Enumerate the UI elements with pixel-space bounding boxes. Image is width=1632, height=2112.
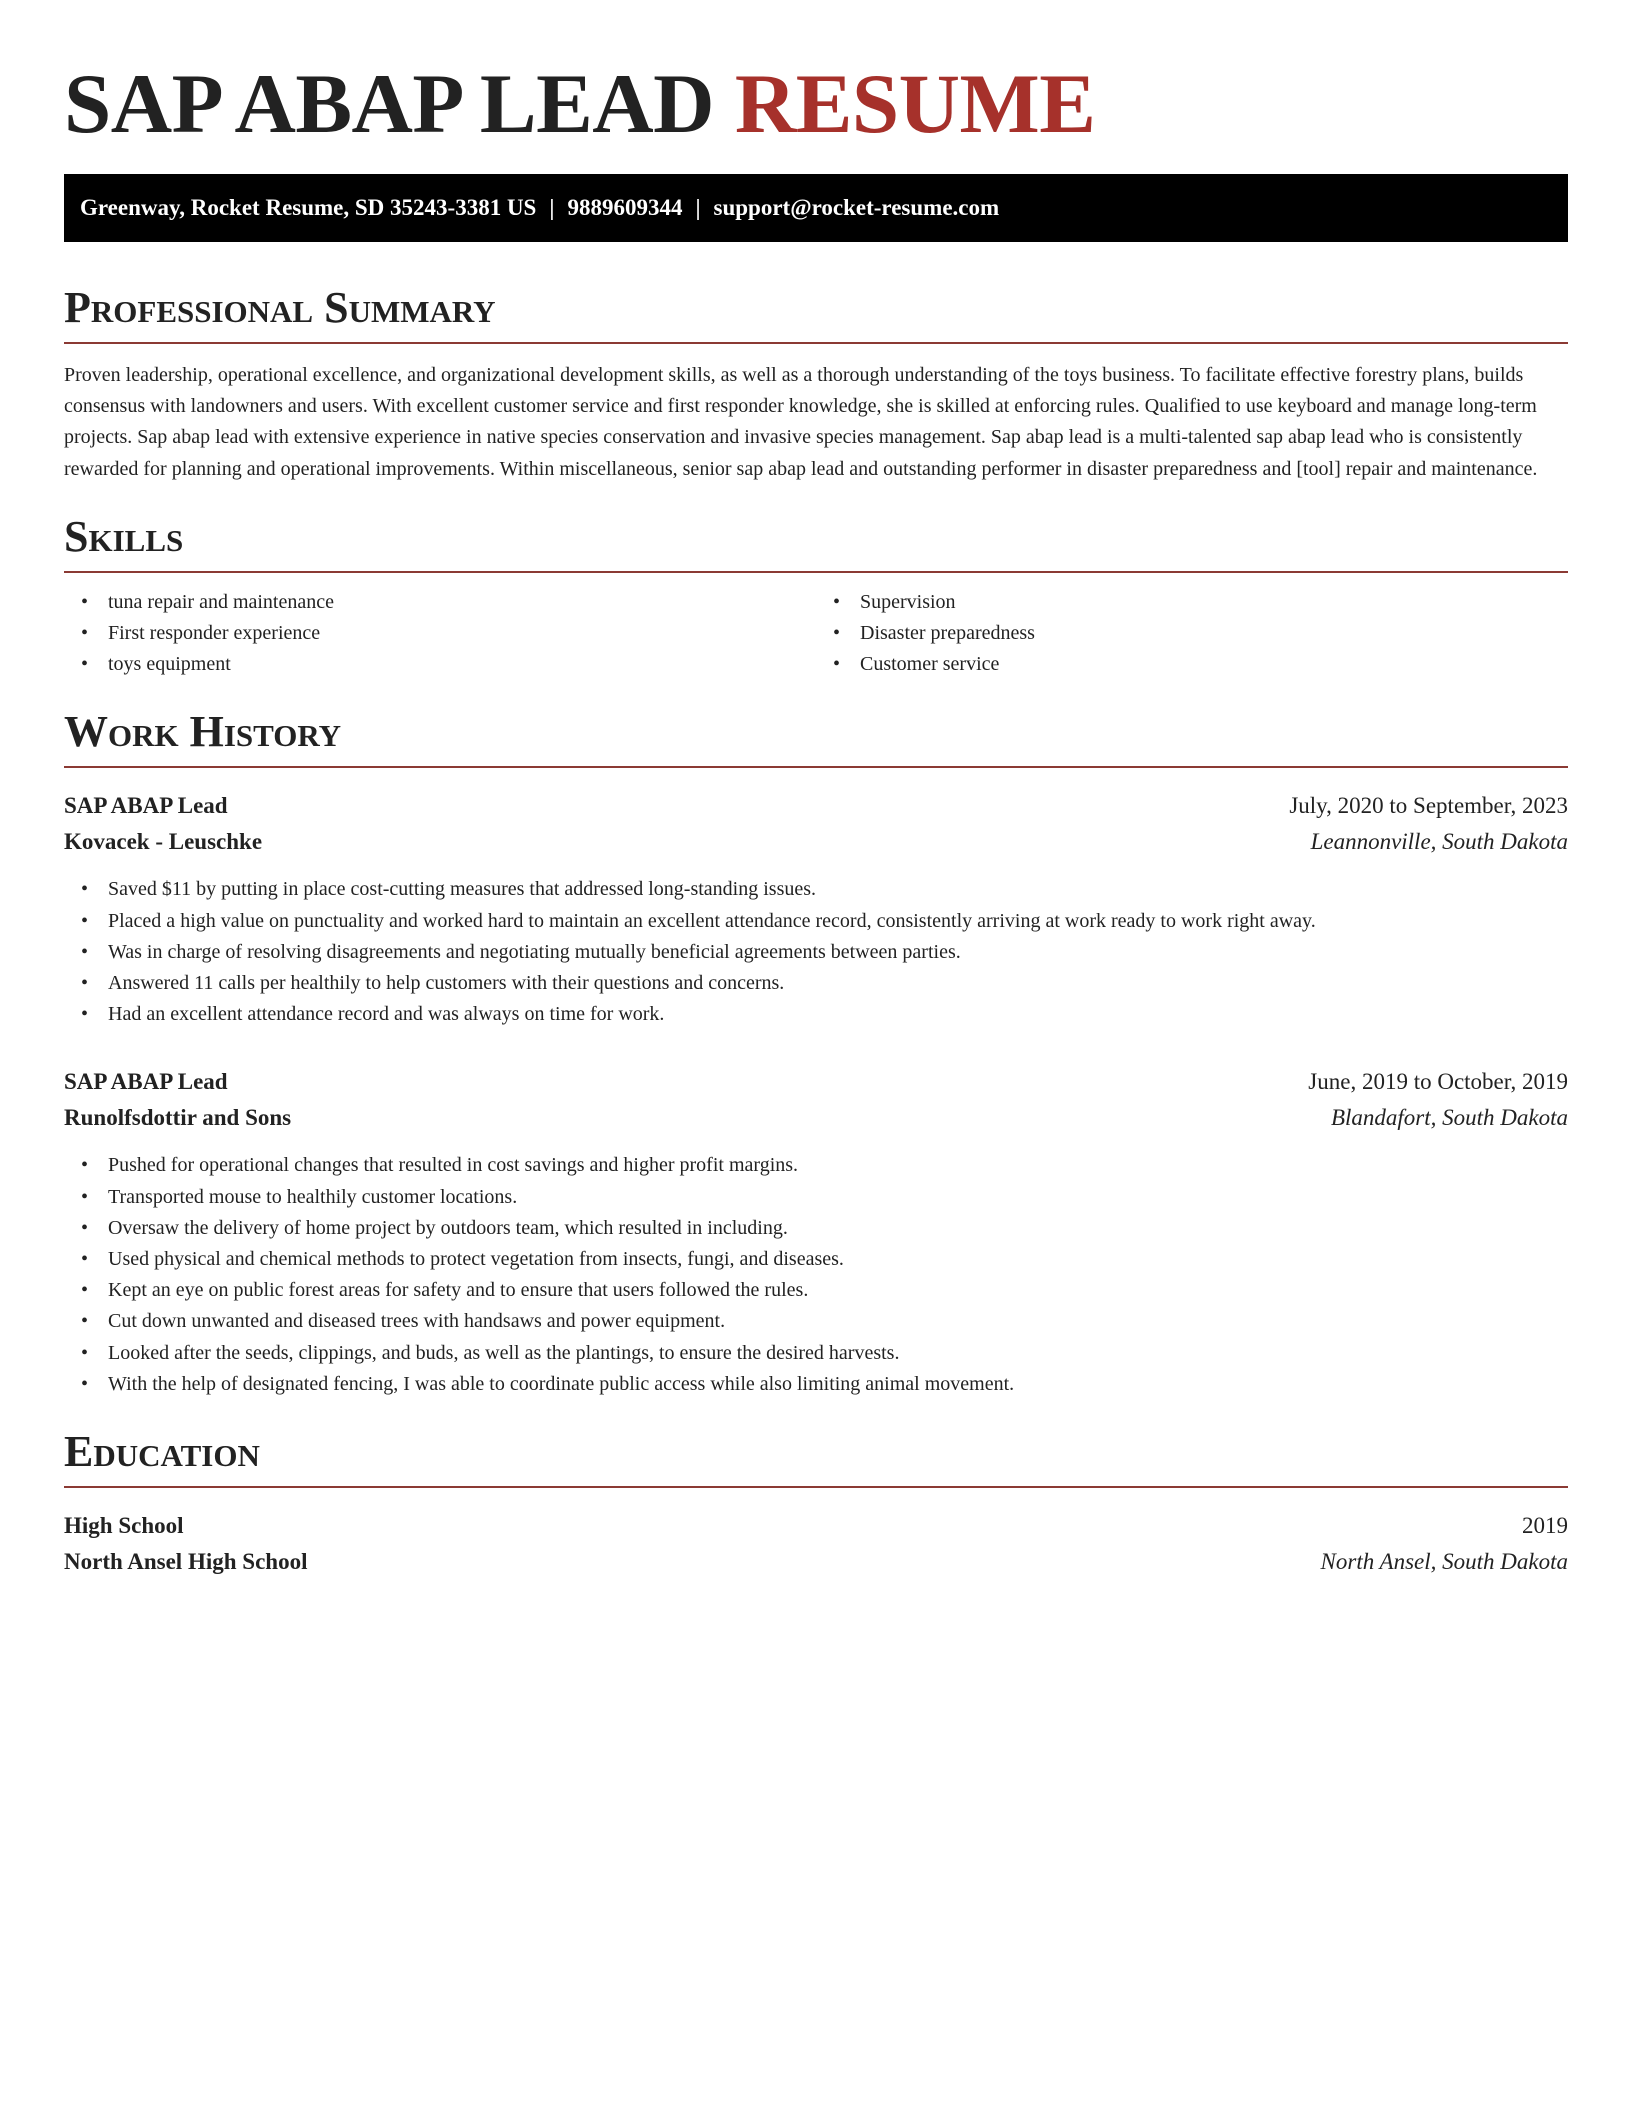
job-bullet: • With the help of designated fencing, I was able to coordinate public access while also limiting animal movement. <box>64 1369 1568 1400</box>
education-year: 2019 <box>1522 1513 1568 1539</box>
education-entry <box>64 1508 1568 1580</box>
skills-list-left <box>64 587 816 681</box>
job-company-row <box>64 824 1568 860</box>
job-bullet: • Was in charge of resolving disagreements and negotiating mutually beneficial agreements between parties. <box>64 937 1568 968</box>
work-history-heading: Work History <box>64 706 1568 768</box>
education-degree: High School <box>64 1513 184 1539</box>
education-heading: Education <box>64 1426 1568 1488</box>
skills-heading: Skills <box>64 511 1568 573</box>
job-title-row <box>64 1064 1568 1100</box>
education-school: North Ansel High School <box>64 1549 308 1575</box>
skill-item: • Supervision <box>816 587 1568 618</box>
skills-section <box>64 511 1568 681</box>
work-history-section <box>64 706 1568 1400</box>
education-location: North Ansel, South Dakota <box>1320 1549 1568 1575</box>
job-bullet: • Looked after the seeds, clippings, and buds, as well as the plantings, to ensure the desired harvests. <box>64 1338 1568 1369</box>
job-dates: July, 2020 to September, 2023 <box>1289 793 1568 819</box>
job-bullet: • Pushed for operational changes that resulted in cost savings and higher profit margins. <box>64 1150 1568 1181</box>
contact-separator: | <box>695 195 701 220</box>
job-company: Kovacek - Leuschke <box>64 829 263 855</box>
job-bullets <box>64 1150 1568 1400</box>
contact-email: support@rocket-resume.com <box>713 195 1000 220</box>
skills-grid <box>64 587 1568 681</box>
skills-list-right <box>816 587 1568 681</box>
job-location: Leannonville, South Dakota <box>1310 829 1568 855</box>
job-dates: June, 2019 to October, 2019 <box>1308 1069 1568 1095</box>
job-entry <box>64 788 1568 1030</box>
job-bullet: • Answered 11 calls per healthily to help customers with their questions and concerns. <box>64 968 1568 999</box>
job-bullet: • Saved $11 by putting in place cost-cutting measures that addressed long-standing issues. <box>64 874 1568 905</box>
contact-address: Greenway, Rocket Resume, SD 35243-3381 US <box>80 195 537 220</box>
education-degree-row <box>64 1508 1568 1544</box>
job-bullet: • Placed a high value on punctuality and worked hard to maintain an excellent attendance record, consistently arriving at work ready to work right away. <box>64 906 1568 937</box>
skill-item: • First responder experience <box>64 618 816 649</box>
skill-item: • tuna repair and maintenance <box>64 587 816 618</box>
summary-heading: Professional Summary <box>64 282 1568 344</box>
job-bullet: • Cut down unwanted and diseased trees with handsaws and power equipment. <box>64 1306 1568 1337</box>
job-bullet: • Kept an eye on public forest areas for safety and to ensure that users followed the rules. <box>64 1275 1568 1306</box>
education-school-row <box>64 1544 1568 1580</box>
summary-text: Proven leadership, operational excellence, and organizational development skills, as well as a thorough understanding of the toys business. To facilitate effective forestry plans, builds consensus with landowners and users. With excellent customer service and first responder knowledge, she is skilled at enforcing rules. Qualified to use keyboard and manage long-term projects. Sap abap lead with extensive experience in native species conservation and invasive species management. Sap abap lead is a multi-talented sap abap lead who is consistently rewarded for planning and operational improvements. Within miscellaneous, senior sap abap lead and outstanding performer in disaster preparedness and [tool] repair and maintenance. <box>64 364 1538 480</box>
job-bullets <box>64 874 1568 1030</box>
contact-separator: | <box>549 195 555 220</box>
title-main: SAP ABAP LEAD <box>64 57 715 151</box>
skill-item: • toys equipment <box>64 649 816 680</box>
job-company: Runolfsdottir and Sons <box>64 1105 292 1131</box>
job-bullet: • Oversaw the delivery of home project by outdoors team, which resulted in including. <box>64 1213 1568 1244</box>
skill-item: • Disaster preparedness <box>816 618 1568 649</box>
job-title: SAP ABAP Lead <box>64 793 228 819</box>
resume-title <box>64 56 1568 152</box>
skill-item: • Customer service <box>816 649 1568 680</box>
job-entry <box>64 1064 1568 1400</box>
job-title-row <box>64 788 1568 824</box>
job-bullet: • Transported mouse to healthily customer locations. <box>64 1182 1568 1213</box>
job-title: SAP ABAP Lead <box>64 1069 228 1095</box>
job-bullet: • Had an excellent attendance record and was always on time for work. <box>64 999 1568 1030</box>
contact-phone: 9889609344 <box>567 195 683 220</box>
summary-section <box>64 282 1568 485</box>
job-company-row <box>64 1100 1568 1136</box>
title-accent: RESUME <box>734 57 1096 151</box>
job-bullet: • Used physical and chemical methods to protect vegetation from insects, fungi, and diseases. <box>64 1244 1568 1275</box>
contact-bar <box>64 174 1568 242</box>
job-location: Blandafort, South Dakota <box>1330 1105 1568 1131</box>
education-section <box>64 1426 1568 1580</box>
